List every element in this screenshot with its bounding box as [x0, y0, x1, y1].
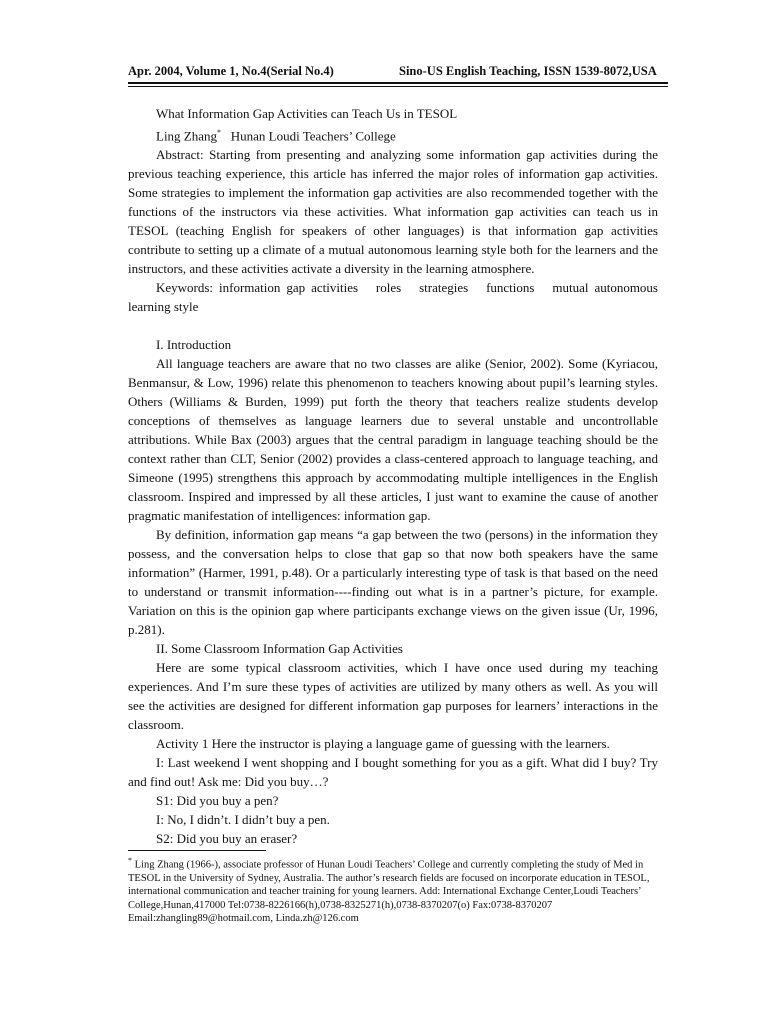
section-heading-activities: II. Some Classroom Information Gap Activities — [156, 641, 403, 657]
header-rule-thin — [128, 86, 668, 87]
paragraph: Here are some typical classroom activities, which I have once used during my teaching experiences. And I’m sure these types of activities are utilized by many others as well. As you will see the activities are designed for different information gap purposes for learners’ interactions in the classroom. — [128, 660, 658, 733]
dialog-line: S1: Did you buy a pen? — [156, 793, 279, 809]
author-footnote-mark: * — [217, 128, 222, 137]
dialog-line: S2: Did you buy an eraser? — [156, 831, 298, 847]
footnote-mark: * — [128, 856, 132, 865]
dialog-line: I: No, I didn’t. I didn’t buy a pen. — [156, 812, 330, 828]
header-rule — [128, 82, 668, 84]
footnote-rule — [128, 850, 266, 851]
paragraph: All language teachers are aware that no two classes are alike (Senior, 2002). Some (Kyriacou, Benmansur, & Low, 1996) relate this phenomenon to teachers knowing about pupil’s learning styles. Others (Williams & Burden, 1999) put forth the theory that teachers realize students develop conceptions of themselves as language learners due to several unstable and uncontrollable attributions. While Bax (2003) argues that the central paradigm in language teaching should be the context rather than CLT, Senior (2002) provides a class-centered approach to language teaching, and Simeone (1995) strengthens this approach by accommodating multiple intelligences in the English classroom. Inspired and impressed by all these articles, I just want to examine the cause of another pragmatic manifestation of intelligences: information gap. — [128, 356, 658, 524]
section-heading-introduction: I. Introduction — [156, 337, 232, 353]
paragraph: By definition, information gap means “a gap between the two (persons) in the information they possess, and the conversation helps to close that gap so that now both speakers have the same information” (Harmer, 1991, p.48). Or a particularly interesting type of task is that based on the need to understand or transmit information----finding out what is in a partner’s picture, for example. Variation on this is the opinion gap where participants exchange views on the given issue (Ur, 1996, p.281). — [128, 527, 658, 638]
dialog-line: I: Last weekend I went shopping and I bought something for you as a gift. What did I buy? Try and find out! Ask me: Did you buy…? — [128, 755, 658, 790]
journal-name: Sino-US English Teaching, ISSN 1539-8072,USA — [399, 64, 657, 78]
author-line — [128, 123, 658, 145]
author-affiliation: Hunan Loudi Teachers’ College — [230, 128, 396, 144]
keywords: Keywords: information gap activities roles strategies functions mutual autonomous learning style — [128, 280, 662, 315]
article-title: What Information Gap Activities can Teach Us in TESOL — [156, 106, 458, 121]
journal-issue: Apr. 2004, Volume 1, No.4(Serial No.4) — [128, 64, 334, 78]
abstract: Abstract: Starting from presenting and analyzing some information gap activities during the previous teaching experience, this article has inferred the major roles of information gap activities. Some strategies to implement the information gap activities are also recommended together with the functions of the instructors via these activities. What information gap activities can teach us in TESOL (teaching English for speakers of other languages) is that information gap activities contribute to setting up a climate of a mutual autonomous learning style both for the learners and the instructors, and these activities activate a diversity in the learning atmosphere. — [128, 147, 658, 277]
activity-heading: Activity 1 Here the instructor is playing a language game of guessing with the learners. — [156, 736, 610, 752]
author-name: Ling Zhang — [156, 128, 218, 144]
footnote — [128, 854, 658, 926]
footnote-text: Ling Zhang (1966-), associate professor of Hunan Loudi Teachers’ College and currently completing the study of Med in TESOL in the University of Sydney, Australia. The author’s research fields are focused on incorporate education in TESOL, international communication and teacher training for young learners. Add: International Exchange Center,Loudi Teachers’ College,Hunan,417000 Tel:0738-8226166(h),0738-8325271(h),0738-8370207(o) Fax:0738-8370207 Email:zhangling89@hotmail.com, Linda.zh@126.com — [128, 859, 650, 925]
article-body — [128, 104, 662, 848]
